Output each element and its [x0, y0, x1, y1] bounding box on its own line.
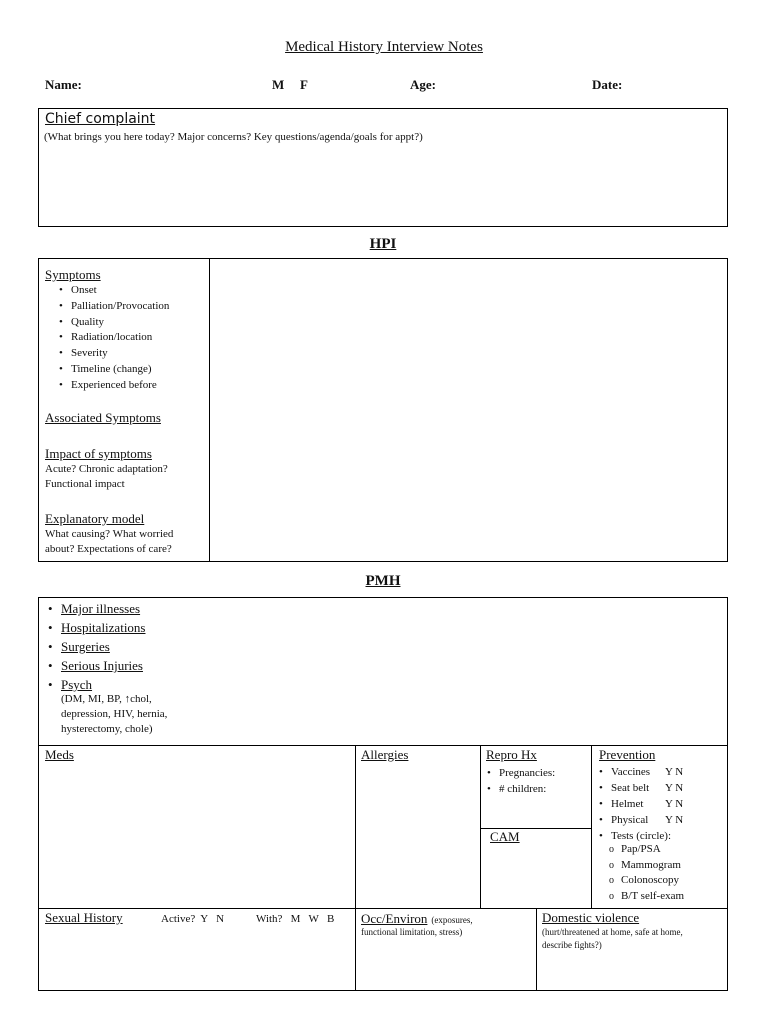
list-item: • # children:: [483, 781, 591, 797]
associated-symptoms-label: Associated Symptoms: [45, 410, 161, 425]
repro-hx-label: Repro Hx: [486, 747, 537, 762]
model-line-1: What causing? What worried: [45, 528, 174, 540]
impact-line-2: Functional impact: [45, 478, 125, 490]
list-item: o Pap/PSA: [605, 842, 725, 858]
age-label: Age:: [410, 77, 436, 92]
occ-environ-label: Occ/Environ: [361, 911, 428, 926]
list-item: • Psych: [39, 675, 339, 694]
list-item: • Serious Injuries: [39, 656, 339, 675]
pmh-note-3: hysterectomy, chole): [61, 723, 153, 735]
tests-list: [605, 842, 725, 904]
list-item: • Vaccines Y N: [595, 764, 725, 780]
sexual-active-options: Active? Y N: [161, 913, 225, 925]
list-item: • Palliation/Provocation: [45, 299, 209, 315]
list-item: • Severity: [45, 346, 209, 362]
chief-complaint-label: Chief complaint: [45, 111, 156, 127]
occ-note-1: (exposures,: [431, 915, 473, 925]
pmh-note-2: depression, HIV, hernia,: [61, 708, 168, 720]
list-item: • Helmet Y N: [595, 796, 725, 812]
allergies-divider: [480, 745, 481, 908]
symptoms-list: [45, 283, 209, 394]
list-item: • Radiation/location: [45, 330, 209, 346]
list-item: • Onset: [45, 283, 209, 299]
pmh-note-1: (DM, MI, BP, ↑chol,: [61, 693, 152, 705]
list-item: • Seat belt Y N: [595, 780, 725, 796]
list-item: • Physical Y N: [595, 812, 725, 828]
model-line-2: about? Expectations of care?: [45, 543, 172, 555]
pmh-list: [39, 599, 339, 694]
bottom-row-divider: [39, 908, 727, 909]
list-item: • Surgeries: [39, 637, 339, 656]
repro-list: [483, 765, 591, 797]
hpi-heading: HPI: [369, 236, 397, 252]
sex-m-option[interactable]: M: [272, 77, 285, 92]
list-item: o B/T self-exam: [605, 889, 725, 905]
list-item: • Pregnancies:: [483, 765, 591, 781]
impact-label: Impact of symptoms: [45, 446, 152, 461]
meds-divider: [355, 745, 356, 990]
prevention-list: [595, 764, 725, 844]
chief-complaint-box[interactable]: [38, 108, 728, 227]
name-label: Name:: [45, 77, 82, 92]
domestic-violence-label: Domestic violence: [542, 910, 640, 925]
sexual-with-options: With? M W B: [256, 913, 335, 925]
list-item: • Timeline (change): [45, 362, 209, 378]
sex-f-option[interactable]: F: [300, 77, 308, 92]
explanatory-model-label: Explanatory model: [45, 511, 145, 526]
dv-note-2: describe fights?): [542, 940, 602, 950]
sexual-history-label: Sexual History: [45, 910, 123, 925]
list-item: • Quality: [45, 315, 209, 331]
hpi-divider: [209, 259, 210, 561]
hpi-box: [38, 258, 728, 562]
list-item: • Tests (circle):: [595, 828, 725, 844]
pmh-box: [38, 597, 728, 991]
impact-line-1: Acute? Chronic adaptation?: [45, 463, 168, 475]
prevention-label: Prevention: [599, 747, 656, 762]
list-item: • Experienced before: [45, 378, 209, 394]
meds-label: Meds: [45, 747, 74, 762]
allergies-label: Allergies: [361, 747, 409, 762]
occ-note-2: functional limitation, stress): [361, 927, 463, 937]
repro-divider: [591, 745, 592, 908]
hpi-notes-area[interactable]: [211, 261, 725, 559]
page-title: Medical History Interview Notes: [285, 39, 483, 55]
pmh-divider: [39, 745, 727, 746]
date-label: Date:: [592, 77, 623, 92]
occ-divider: [536, 908, 537, 990]
list-item: • Major illnesses: [39, 599, 339, 618]
cam-label: CAM: [490, 829, 520, 844]
chief-complaint-prompt: (What brings you here today? Major concerns? Key questions/agenda/goals for appt?): [44, 131, 423, 143]
list-item: o Mammogram: [605, 858, 725, 874]
symptoms-label: Symptoms: [45, 267, 101, 282]
list-item: • Hospitalizations: [39, 618, 339, 637]
dv-note-1: (hurt/threatened at home, safe at home,: [542, 927, 683, 937]
list-item: o Colonoscopy: [605, 873, 725, 889]
pmh-heading: PMH: [365, 573, 401, 589]
